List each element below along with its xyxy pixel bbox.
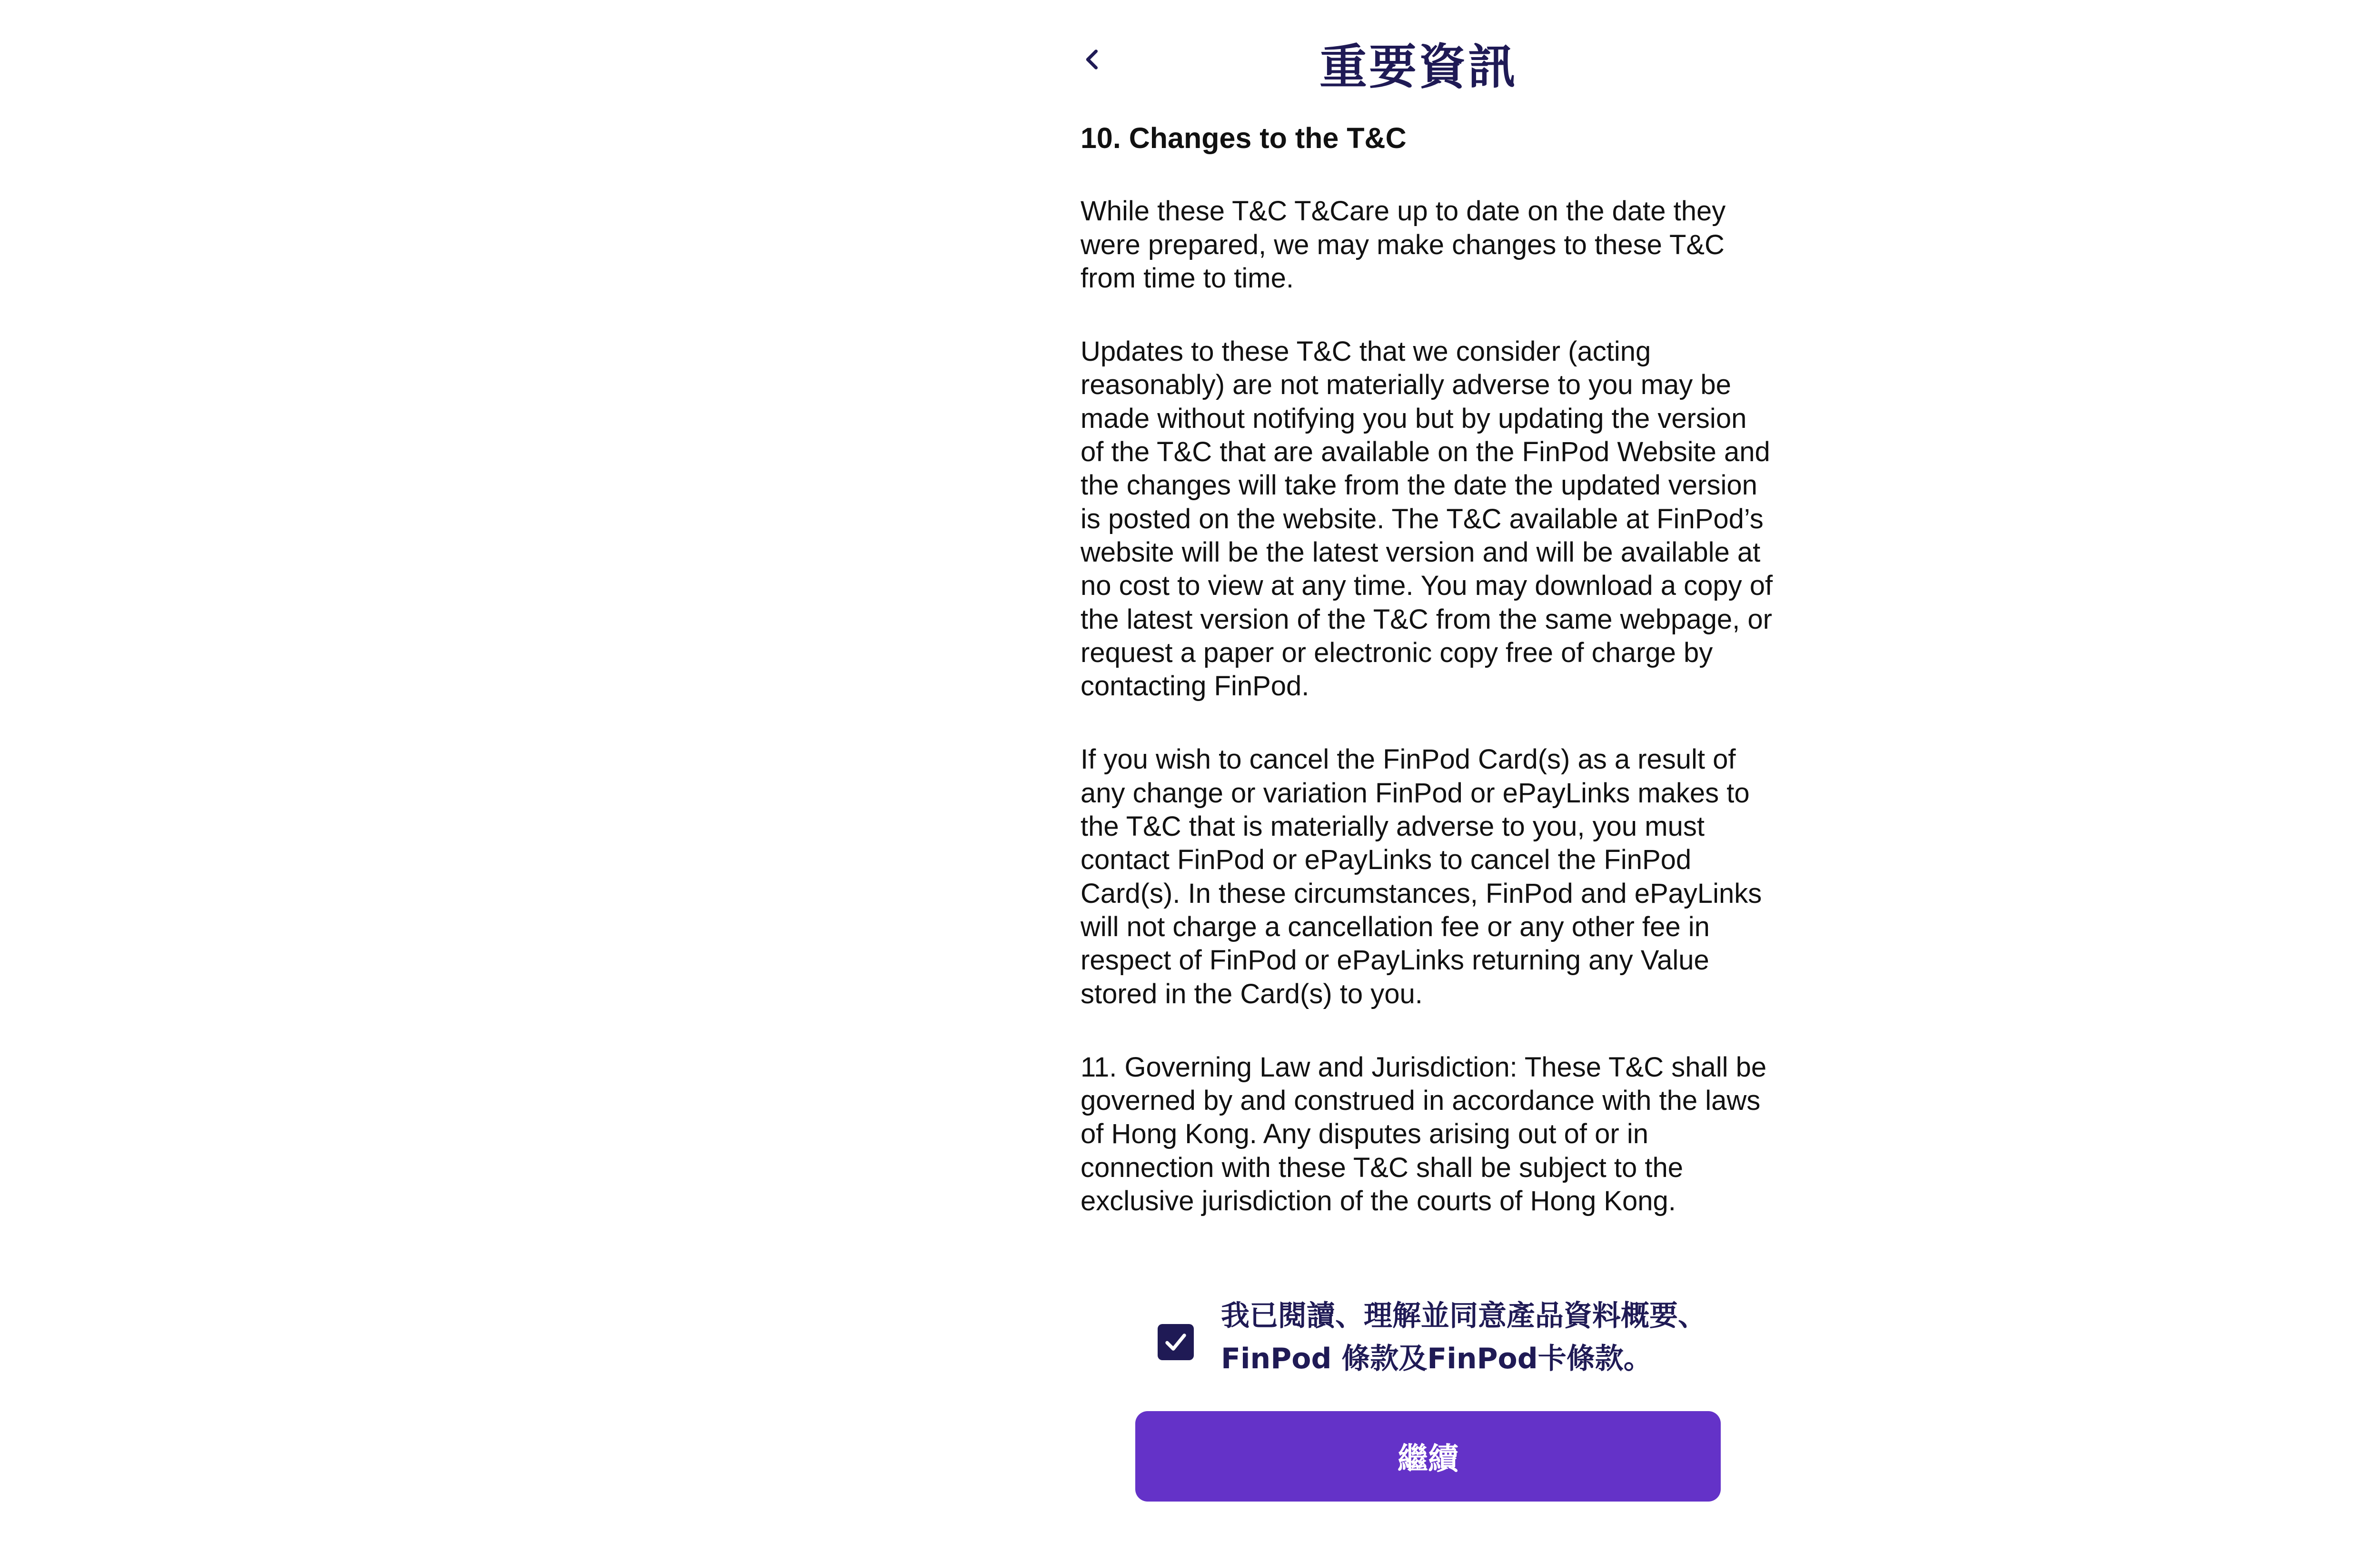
consent-label xyxy=(1221,1295,1783,1380)
terms-paragraph: If you wish to cancel the FinPod Card(s) as a result of any change or variation FinPod or ePayLinks makes to the T&C that is materially adverse to you, you must contact FinPod or ePayLinks to cancel the FinPod Card(s). In these circumstances, FinPod and ePayLinks will not charge a cancellation fee or any other fee in respect of FinPod or ePayLinks returning any Value stored in the Card(s) to you. xyxy=(1081,744,1762,1009)
terms-content xyxy=(1081,121,1775,1258)
terms-paragraph: While these T&C T&Care up to date on the date they were prepared, we may make changes to these T&C from time to time. xyxy=(1081,196,1726,294)
page-title: 重要資訊 xyxy=(1319,39,1517,95)
header xyxy=(1057,19,1780,95)
consent-label-line-2: FinPod 條款及FinPod卡條款。 xyxy=(1221,1342,1652,1375)
checkmark-icon xyxy=(1161,1327,1190,1357)
terms-paragraph: Updates to these T&C that we consider (acting reasonably) are not materially adverse to you may be made without notifying you but by updating the version of the T&C that are available on the FinPod Website and the changes will take from the date the updated version is posted on the website. The T&C available at FinPod’s website will be the latest version and will be available at no cost to view at any time. You may download a copy of the latest version of the T&C from the same webpage, or request a paper or electronic copy free of charge by contacting FinPod. xyxy=(1081,336,1773,702)
section-heading: 10. Changes to the T&C xyxy=(1081,122,1407,154)
terms-paragraph: 11. Governing Law and Jurisdiction: These T&C shall be governed by and construed in accordance with the laws of Hong Kong. Any disputes arising out of or in connection with these T&C shall be subject to the exclusive jurisdiction of the courts of Hong Kong. xyxy=(1081,1051,1767,1217)
consent-checkbox[interactable] xyxy=(1158,1324,1194,1360)
continue-button[interactable]: 繼續 xyxy=(1135,1411,1721,1502)
consent-label-line-1: 我已閱讀、理解並同意產品資料概要、 xyxy=(1221,1299,1706,1333)
consent-row xyxy=(1152,1295,1771,1380)
